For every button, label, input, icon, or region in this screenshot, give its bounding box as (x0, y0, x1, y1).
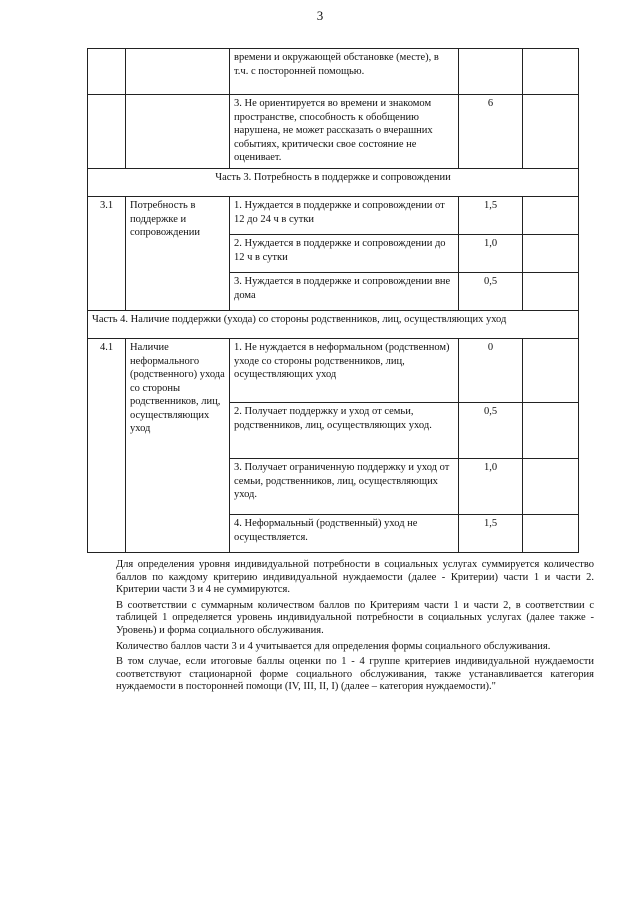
score-cell: 0,5 (459, 273, 523, 311)
criterion-name: Наличие неформального (родственного) ухода со стороны родственников, лиц, осуществляющих уход (126, 339, 230, 553)
part4-title: Часть 4. Наличие поддержки (ухода) со стороны родственников, лиц, осуществляющих уход (88, 311, 579, 339)
score-cell: 0,5 (459, 403, 523, 459)
score-cell (459, 49, 523, 95)
score-cell: 1,5 (459, 197, 523, 235)
option-cell: времени и окружающей обстановке (месте), в т.ч. с посторонней помощью. (230, 49, 459, 95)
paragraph: В соответствии с суммарным количеством баллов по Критериям части 1 и части 2, в соответствии с таблицей 1 определяется уровень индивидуальной потребности в социальных услугах (далее также - Уровень) и форма социального обслуживания. (116, 599, 594, 636)
score-cell: 0 (459, 339, 523, 403)
table-row (88, 95, 579, 169)
section-row (88, 169, 579, 197)
extra-cell (523, 235, 579, 273)
page-number: 3 (316, 8, 324, 23)
option-cell: 1. Нуждается в поддержке и сопровождении от 12 до 24 ч в сутки (230, 197, 459, 235)
extra-cell (523, 49, 579, 95)
criterion-name: Потребность в поддержке и сопровождении (126, 197, 230, 311)
paragraph: Для определения уровня индивидуальной потребности в социальных услугах суммируется количество баллов по каждому критерию индивидуальной нуждаемости (далее - Критерии) части 1 и части 2. Критерии части 3 и 4 не суммируются. (116, 559, 594, 596)
num-cell (88, 49, 126, 95)
option-cell: 1. Не нуждается в неформальном (родственном) уходе со стороны родственников, лиц, осуществляющих уход (230, 339, 459, 403)
paragraph: Количество баллов части 3 и 4 учитывается для определения формы социального обслуживания. (116, 640, 551, 652)
extra-cell (523, 197, 579, 235)
option-cell: 3. Нуждается в поддержке и сопровождении вне дома (230, 273, 459, 311)
section-row (88, 311, 579, 339)
score-cell: 6 (459, 95, 523, 169)
score-cell: 1,0 (459, 235, 523, 273)
option-cell: 3. Не ориентируется во времени и знакомом пространстве, способность к обобщению нарушена, не может рассказать о вчерашних событиях, критически свое состояние не оценивает. (230, 95, 459, 169)
num-cell: 4.1 (88, 339, 126, 553)
name-cell (126, 49, 230, 95)
option-cell: 4. Неформальный (родственный) уход не осуществляется. (230, 515, 459, 553)
body-text (116, 559, 594, 697)
extra-cell (523, 95, 579, 169)
part3-title: Часть 3. Потребность в поддержке и сопровождении (88, 169, 579, 197)
extra-cell (523, 273, 579, 311)
extra-cell (523, 459, 579, 515)
criteria-table (87, 48, 579, 553)
extra-cell (523, 339, 579, 403)
extra-cell (523, 515, 579, 553)
num-cell: 3.1 (88, 197, 126, 311)
extra-cell (523, 403, 579, 459)
option-cell: 2. Получает поддержку и уход от семьи, родственников, лиц, осуществляющих уход. (230, 403, 459, 459)
table-row (88, 339, 579, 403)
name-cell (126, 95, 230, 169)
option-cell: 2. Нуждается в поддержке и сопровождении до 12 ч в сутки (230, 235, 459, 273)
table-row (88, 49, 579, 95)
paragraph: В том случае, если итоговые баллы оценки по 1 - 4 группе критериев индивидуальной нуждаемости соответствуют стационарной форме социального обслуживания, также устанавливается категория нуждаемости в посторонней помощи (IV, III, II, I) (далее – категория нуждаемости)." (116, 656, 594, 693)
table-row (88, 197, 579, 235)
score-cell: 1,0 (459, 459, 523, 515)
score-cell: 1,5 (459, 515, 523, 553)
option-cell: 3. Получает ограниченную поддержку и уход от семьи, родственников, лиц, осуществляющих уход. (230, 459, 459, 515)
num-cell (88, 95, 126, 169)
